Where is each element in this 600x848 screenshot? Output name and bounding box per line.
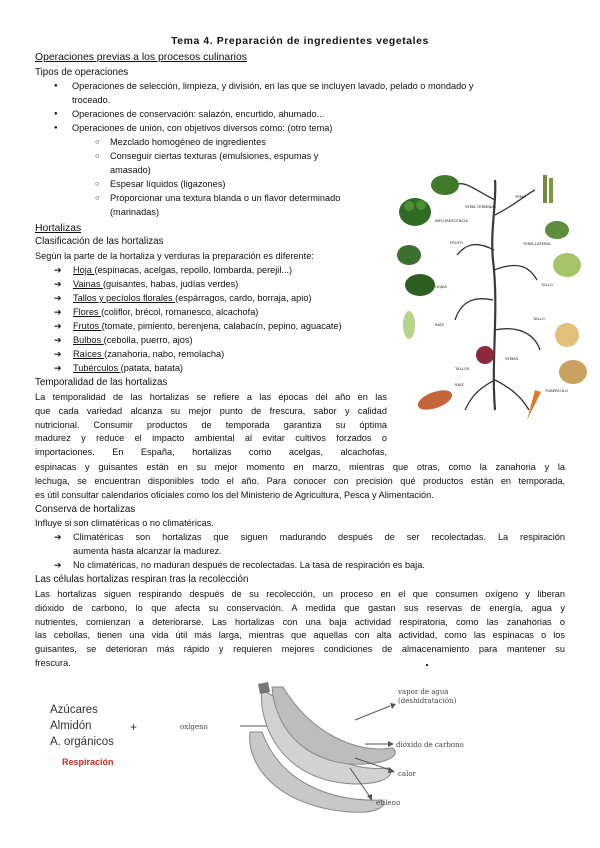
- plant-label: TALLO: [541, 282, 553, 287]
- sweet-potato: [415, 386, 454, 413]
- paragraph-line: La temporalidad de las hortalizas se refiere a las épocas del año en las: [35, 392, 387, 402]
- paragraph-line: que cada variedad alcanza su mejor punto de frescura, sabor y calidad: [35, 405, 387, 416]
- celery: [545, 221, 569, 239]
- list-item: [73, 278, 238, 292]
- onion: [555, 323, 579, 347]
- paragraph-line: dióxido de carbono, lo que afecta su conservación. A medida que gastan sus reservas de energía, agua y: [35, 602, 565, 613]
- item-text: (espárragos, cardo, borraja, apio): [175, 293, 312, 303]
- plant-label: INFLORESCENCIA: [435, 218, 468, 223]
- item-label: Tubérculos: [73, 363, 121, 373]
- sub-list-item: ○ Espesar líquidos (ligazones): [110, 178, 225, 192]
- plant-label: YEMA: [515, 194, 526, 199]
- input-sugars: Azúcares: [50, 704, 98, 716]
- item-text: (guisantes, habas, judías verdes): [102, 279, 239, 289]
- list-item: [73, 264, 292, 278]
- paragraph-line: guisantes, se deterioran más rápido y requieren mejores condiciones de almacenamiento para mantener su: [35, 644, 565, 655]
- subheading-respiracion: Las células hortalizas respiran tras la recolección: [35, 574, 249, 585]
- plant-label: RAÍZ: [435, 322, 444, 327]
- potato: [559, 360, 587, 384]
- paragraph-temporalidad-cont: [35, 461, 565, 502]
- list-item: ➔ No climatéricas, no maduran después de recolectadas. La tasa de respiración es baja.: [73, 559, 425, 573]
- sub-list-item-cont: (marinadas): [110, 207, 160, 217]
- beetroot: [476, 346, 494, 364]
- item-text: (patata, batata): [120, 363, 183, 373]
- item-text: (tomate, pimiento, berenjena, calabacín, pepino, aguacate): [101, 321, 342, 331]
- list-item: ● Operaciones de conservación: salazón, encurtido, ahumado...: [72, 108, 324, 122]
- plant-label: TALLO: [533, 316, 545, 321]
- section-heading-hortalizas: Hortalizas: [35, 223, 82, 234]
- paragraph-respiracion: [35, 588, 565, 671]
- paragraph-line: nutricional. Consumir productos de temporada garantiza su óptima: [35, 419, 387, 430]
- list-item: [73, 306, 258, 320]
- item-text: (espinacas, acelgas, repollo, lombarda, perejil...): [94, 265, 293, 275]
- list-item-cont: troceado.: [72, 95, 111, 105]
- output-water-vapor-1: vapor de agua: [398, 688, 449, 696]
- list-item: [73, 292, 312, 306]
- output-co2: dióxido de carbono: [396, 741, 464, 749]
- list-item: [73, 362, 183, 376]
- list-item: ● Operaciones de selección, limpieza, y división, en las que se incluyen lavado, pelado o mondado y: [72, 80, 473, 94]
- sub-list-item-cont: amasado): [110, 165, 151, 175]
- paragraph-line: es útil consultar calendarios oficiales como los del Ministerio de Agricultura, Pesca y Alimentación.: [35, 489, 434, 500]
- carrot: [527, 390, 541, 420]
- list-item-cont: aumenta hasta alcanzar la madurez.: [73, 546, 222, 556]
- banana-respiration-diagram: [150, 672, 480, 842]
- plant-label: RAÍZ: [455, 382, 464, 387]
- spinach: [397, 245, 421, 265]
- stray-dot: [426, 664, 428, 666]
- plant-parts-illustration: [395, 160, 595, 420]
- plus-sign: +: [130, 720, 138, 734]
- paragraph-temporalidad: [35, 391, 387, 460]
- paragraph-line: madurez y reduce el impacto ambiental al evitar cultivos forzados o: [35, 433, 387, 444]
- item-text: (zanahoria, nabo, remolacha): [104, 349, 225, 359]
- output-water-vapor-2: (deshidratación): [398, 697, 457, 705]
- plant-label: YEMAS: [505, 356, 519, 361]
- subheading-tipos: Tipos de operaciones: [35, 67, 129, 78]
- item-label: Frutos: [73, 321, 102, 331]
- plant-label: YEMA TERMINAL: [465, 204, 497, 209]
- list-item: [73, 320, 342, 334]
- paragraph-line: frescura.: [35, 657, 71, 668]
- paragraph-line: espinacas y guisantes están en su mejor momento en marzo, mientras que otras, como la zanahoria y la: [35, 462, 565, 472]
- paragraph-line: nutrientes, comienzan a deteriorarse. Las hortalizas con una baja actividad respiratoria, como las zanahorias o: [35, 616, 565, 627]
- chard-leaves: [431, 175, 459, 195]
- item-label: Hoja: [73, 265, 95, 275]
- page-title: Tema 4. Preparación de ingredientes vegetales: [171, 36, 429, 47]
- paragraph-line: importaciones. En España, hortalizas como acelgas, alcachofas,: [35, 447, 387, 458]
- input-starch: Almidón: [50, 720, 92, 732]
- item-label: Tallos y pecíolos florales: [73, 293, 176, 303]
- cons-intro: Influye si son climatéricas o no climatéricas.: [35, 518, 214, 528]
- subheading-conserva: Conserva de hortalizas: [35, 504, 136, 515]
- plant-label: FRUTO: [450, 240, 463, 245]
- item-text: (cebolla, puerro, ajos): [103, 335, 193, 345]
- item-text: (coliflor, brécol, romanesco, alcachofa): [101, 307, 259, 317]
- sub-list-item: ○ Proporcionar una textura blanda o un flavor determinado: [110, 192, 340, 206]
- asparagus: [543, 175, 547, 203]
- plant-label: YEMA LATERAL: [523, 241, 552, 246]
- output-ethylene: etileno: [376, 799, 401, 807]
- paragraph-line: las cebollas, tienen una vida útil más larga, mientras que aquellas con alta actividad, como las espinacas o los: [35, 630, 565, 641]
- broccoli: [399, 198, 431, 226]
- subheading-clasificacion: Clasificación de las hortalizas: [35, 236, 164, 247]
- item-label: Vainas: [73, 279, 103, 289]
- output-heat: calor: [398, 770, 416, 778]
- kale: [405, 274, 435, 296]
- list-item: ➔ Climatéricas son hortalizas que siguen madurando después de ser recolectadas. La respiración: [73, 532, 565, 542]
- list-item: [73, 348, 224, 362]
- list-item: [73, 334, 193, 348]
- paragraph-line: lechuga, se encuentran disponibles todo el año. Para conocer con precisión qué productos están en temporada,: [35, 475, 565, 486]
- oxygen-label: oxígeno: [180, 723, 208, 731]
- item-label: Raíces: [73, 349, 105, 359]
- kohlrabi: [553, 253, 581, 277]
- plant-label: TALLOS: [455, 366, 470, 371]
- section-heading-operaciones: Operaciones previas a los procesos culinarios: [35, 52, 247, 63]
- item-label: Bulbos: [73, 335, 104, 345]
- sub-list-item: ○ Conseguir ciertas texturas (emulsiones, espumas y: [110, 150, 318, 164]
- input-organic-acids: A. orgánicos: [50, 736, 114, 748]
- intro-text: Según la parte de la hortaliza y verduras la preparación es diferente:: [35, 251, 314, 261]
- list-item: ● Operaciones de unión, con objetivos diversos como: (otro tema): [72, 122, 332, 136]
- sub-list-item: ○ Mezclado homogéneo de ingredientes: [110, 136, 266, 150]
- paragraph-line: Las hortalizas siguen respirando después de su recolección, un proceso en el que consumen oxígeno y liberan: [35, 589, 565, 599]
- leek: [403, 311, 415, 339]
- item-label: Flores: [73, 307, 102, 317]
- subheading-temporalidad: Temporalidad de las hortalizas: [35, 377, 168, 388]
- plant-label: HOJAS: [435, 284, 447, 289]
- plant-label: TUBÉRCULO: [545, 388, 568, 393]
- respiration-caption: Respiración: [62, 757, 114, 767]
